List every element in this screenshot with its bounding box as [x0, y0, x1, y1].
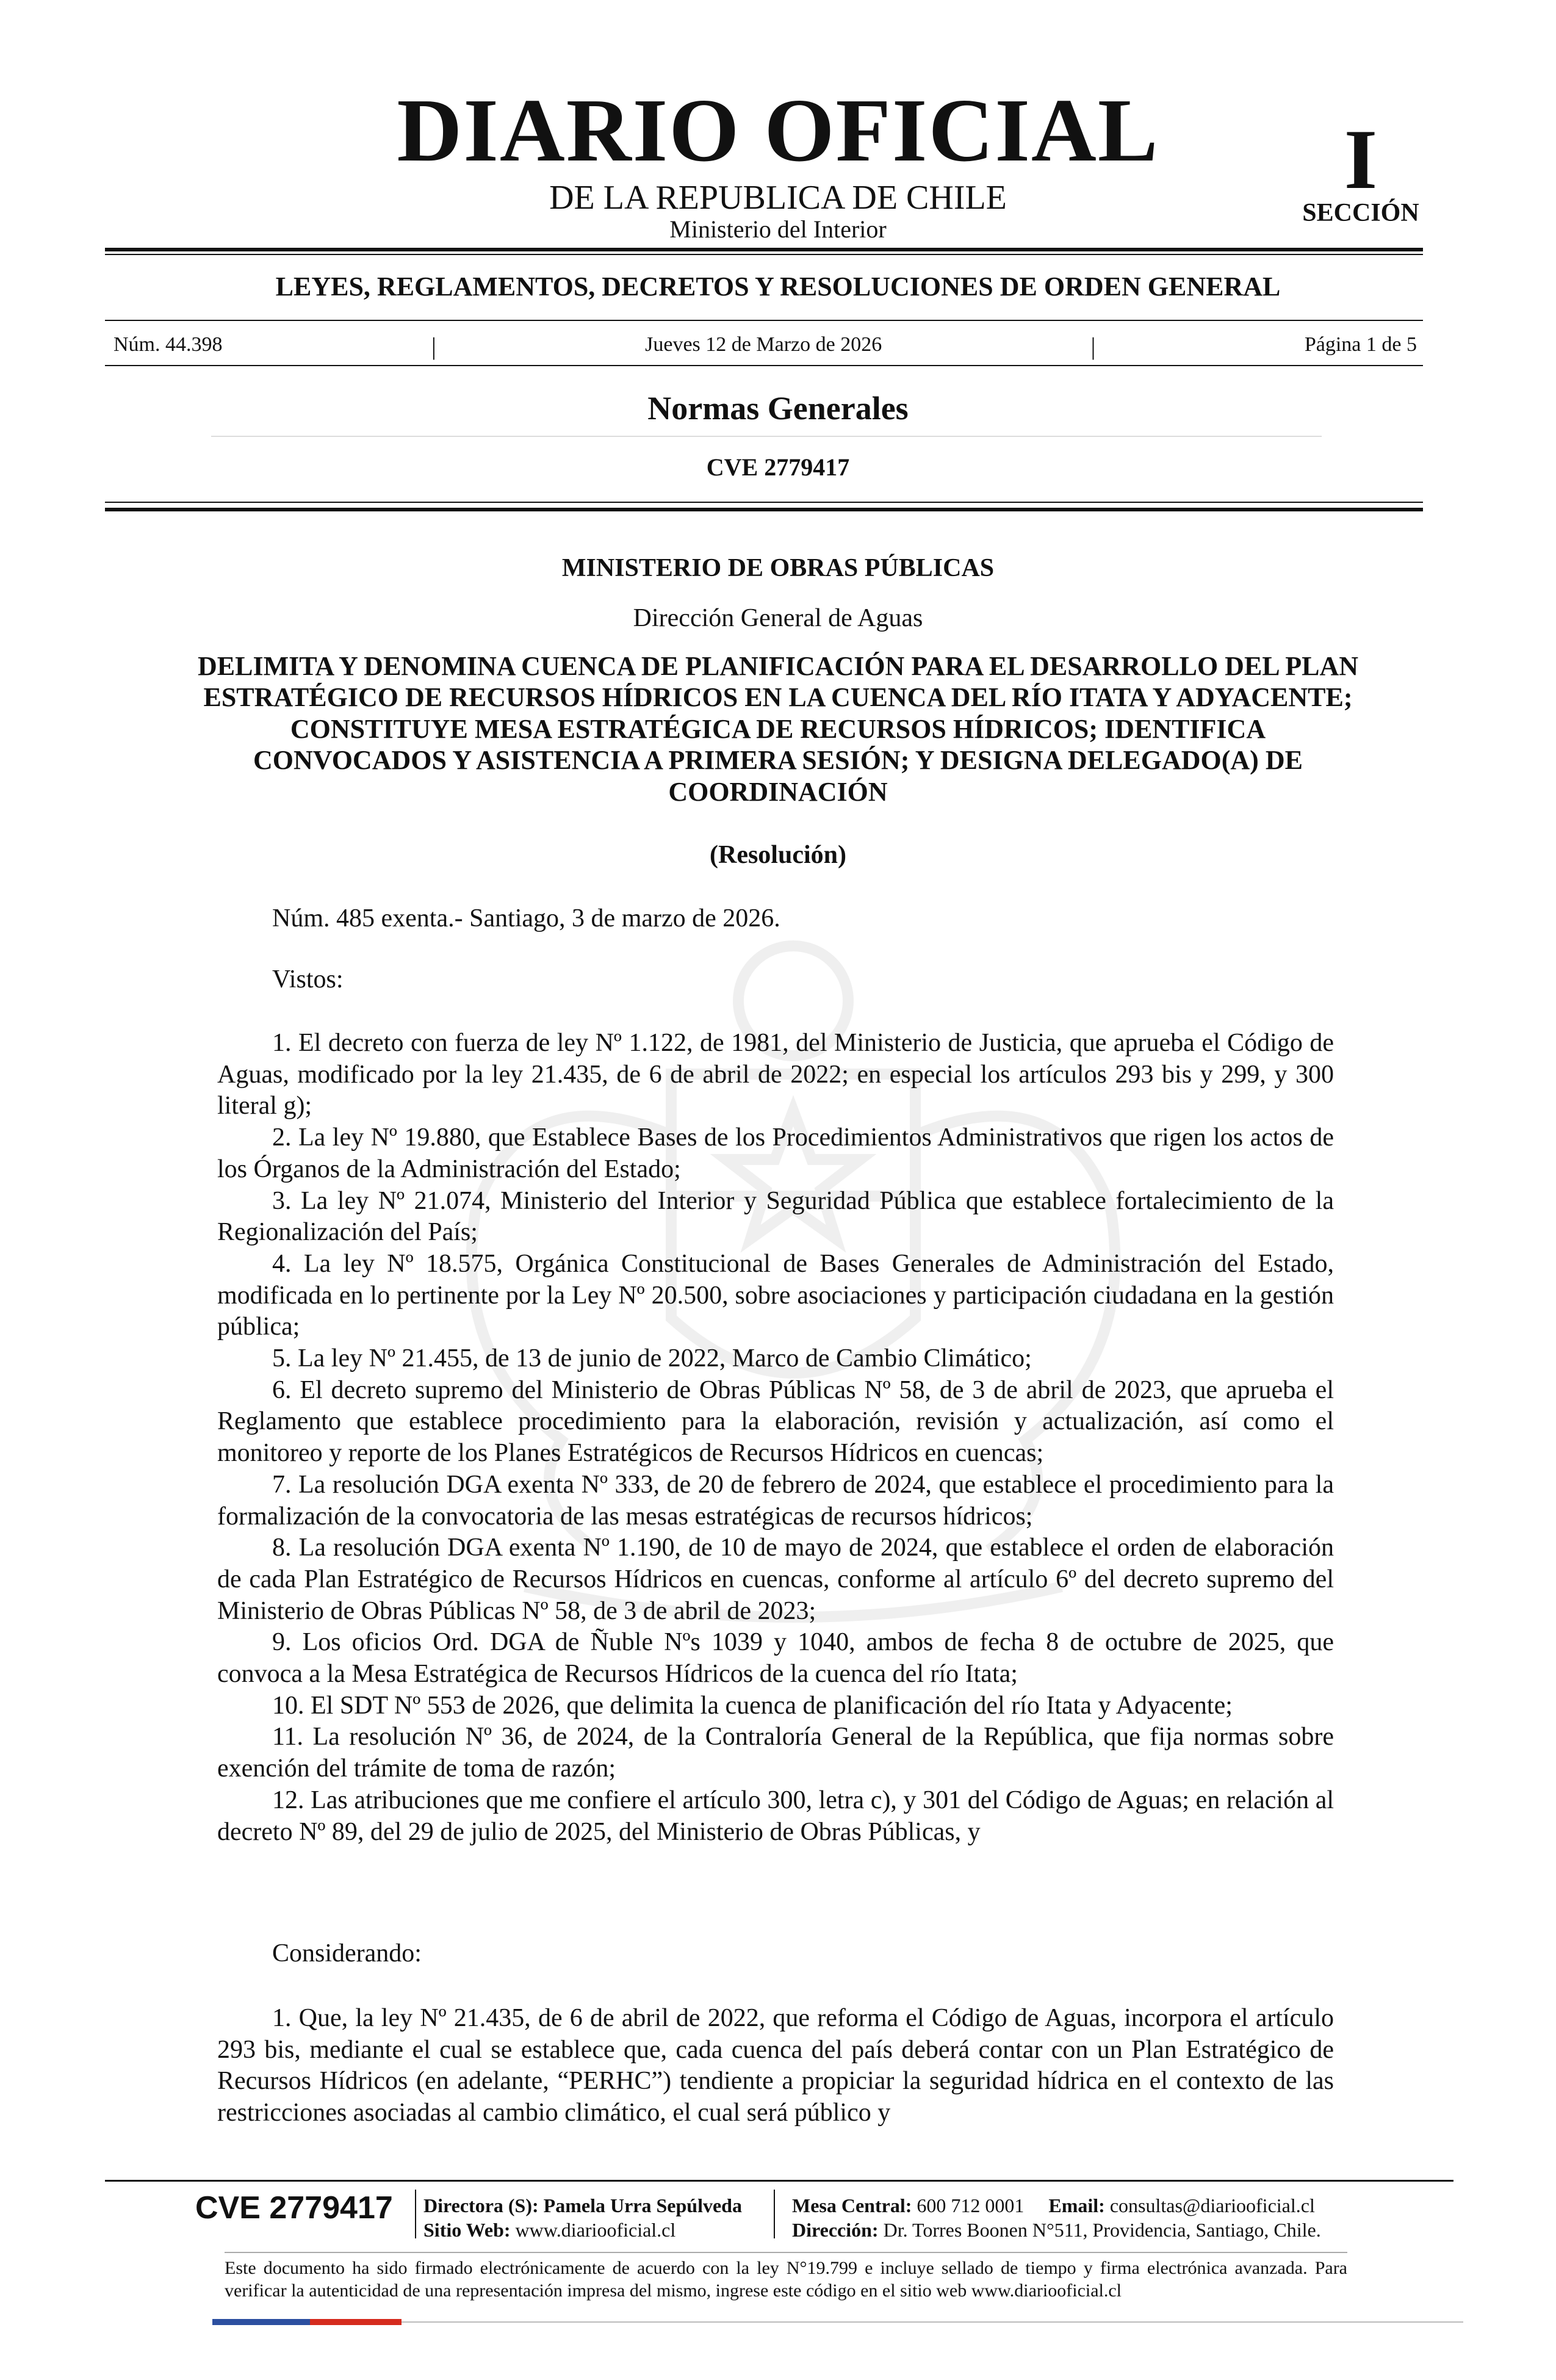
masthead-rule — [105, 248, 1423, 251]
footer-divider — [774, 2190, 775, 2238]
info-separator: | — [431, 333, 436, 360]
vistos-item: 5. La ley Nº 21.455, de 13 de junio de 2022, Marco de Cambio Climático; — [272, 1344, 1032, 1373]
flag-stripe-blue — [212, 2319, 310, 2325]
agency-name: Dirección General de Aguas — [633, 604, 923, 632]
vistos-item: 3. La ley Nº 21.074, Ministerio del Interior y Seguridad Pública que establece fortalecimiento de la Regionalización del País; — [217, 1186, 1334, 1247]
website-link[interactable]: www.diariooficial.cl — [515, 2219, 676, 2241]
director-name: Pamela Urra Sepúlveda — [543, 2194, 742, 2216]
header-rule-thin — [105, 502, 1423, 503]
masthead-ministry: Ministerio del Interior — [669, 215, 887, 243]
page-indicator: Página 1 de 5 — [1304, 333, 1417, 356]
cve-code: CVE 2779417 — [706, 453, 850, 481]
considerando-list — [217, 2003, 1334, 2129]
vistos-item: 2. La ley Nº 19.880, que Establece Bases de los Procedimientos Administrativos que rigen los actos de los Órganos de la Administración del Estado; — [217, 1123, 1334, 1183]
category-heading: LEYES, REGLAMENTOS, DECRETOS Y RESOLUCIONES DE ORDEN GENERAL — [275, 272, 1281, 301]
section-heading: Normas Generales — [647, 390, 909, 427]
phone-label: Mesa Central: — [792, 2194, 912, 2216]
vistos-list — [217, 1028, 1334, 1848]
section-number: I — [1344, 112, 1378, 207]
vistos-item: 7. La resolución DGA exenta Nº 333, de 20 de febrero de 2024, que establece el procedimiento para la formalización de la convocatoria de las mesas estratégicas de recursos hídricos; — [217, 1470, 1334, 1531]
vistos-item: 6. El decreto supremo del Ministerio de Obras Públicas Nº 58, de 3 de abril de 2023, que aprueba el Reglamento que establece procedimiento para la elaboración, revisión y actualización, así como el monitoreo y reporte de los Planes Estratégicos de Recursos Hídricos en cuencas; — [217, 1376, 1334, 1468]
resolution-number: Núm. 485 exenta.- Santiago, 3 de marzo de 2026. — [272, 904, 780, 932]
vistos-item: 11. La resolución Nº 36, de 2024, de la Contraloría General de la República, que fija normas sobre exención del trámite de toma de razón; — [217, 1723, 1334, 1783]
footer-legal-text: Este documento ha sido firmado electrónicamente de acuerdo con la ley N°19.799 e incluye sellado de tiempo y firma electrónica avanzada. Para verificar la autenticidad de una representación impresa del mismo, ingrese este código en el sitio web www.diariooficial.cl — [225, 2258, 1347, 2301]
info-separator: | — [1090, 333, 1096, 360]
footer-contact-right — [792, 2193, 1321, 2242]
masthead-rule-thin — [105, 254, 1423, 255]
email-label: Email: — [1048, 2194, 1105, 2216]
info-bar — [113, 334, 1417, 359]
masthead-subtitle: DE LA REPUBLICA DE CHILE — [549, 179, 1007, 217]
footer-cve-code: CVE 2779417 — [195, 2190, 393, 2226]
vistos-item: 1. El decreto con fuerza de ley Nº 1.122, de 1981, del Ministerio de Justicia, que aprueba el Código de Aguas, modificado por la ley 21.435, de 6 de abril de 2022; en especial los artículos 293 bis y 299, y 300 literal g); — [217, 1029, 1334, 1120]
flag-stripe-line — [402, 2321, 1463, 2323]
issue-number: Núm. 44.398 — [113, 333, 223, 356]
vistos-item: 10. El SDT Nº 553 de 2026, que delimita la cuenca de planificación del río Itata y Adyacente; — [272, 1691, 1233, 1720]
email-link[interactable]: consultas@diariooficial.cl — [1109, 2194, 1315, 2216]
resolution-title: DELIMITA Y DENOMINA CUENCA DE PLANIFICACIÓN PARA EL DESARROLLO DEL PLAN ESTRATÉGICO DE RECURSOS HÍDRICOS EN LA CUENCA DEL RÍO ITATA Y ADYACENTE; CONSTITUYE MESA ESTRATÉGICA DE RECURSOS HÍDRICOS; IDENTIFICA CONVOCADOS Y ASISTENCIA A PRIMERA SESIÓN; Y DESIGNA DELEGADO(A) DE COORDINACIÓN — [197, 651, 1358, 807]
address-label: Dirección: — [792, 2219, 879, 2241]
issue-date: Jueves 12 de Marzo de 2026 — [645, 333, 882, 356]
address-text: Dr. Torres Boonen N°511, Providencia, Santiago, Chile. — [883, 2219, 1321, 2241]
ministry-heading: MINISTERIO DE OBRAS PÚBLICAS — [561, 554, 995, 582]
considerando-item: 1. Que, la ley Nº 21.435, de 6 de abril de 2022, que reforma el Código de Aguas, incorpora el artículo 293 bis, mediante el cual se establece que, cada cuenca del país deberá contar con un Plan Estratégico de Recursos Hídricos (en adelante, “PERHC”) tendiente a propiciar la seguridad hídrica en el contexto de las restricciones asociadas al cambio climático, el cual será público y — [217, 2004, 1334, 2127]
considerando-label: Considerando: — [272, 1939, 422, 1967]
document-type: (Resolución) — [710, 841, 846, 869]
footer-legal-rule — [225, 2252, 1347, 2253]
director-label: Directora (S): — [423, 2194, 539, 2216]
flag-stripe-red — [310, 2319, 402, 2325]
footer-rule — [105, 2180, 1453, 2182]
section-label: SECCIÓN — [1302, 199, 1419, 227]
vistos-item: 12. Las atribuciones que me confiere el artículo 300, letra c), y 301 del Código de Aguas; en relación al decreto Nº 89, del 29 de julio de 2025, del Ministerio de Obras Públicas, y — [217, 1786, 1334, 1846]
info-bar-top-rule — [105, 320, 1423, 321]
vistos-label: Vistos: — [272, 965, 344, 993]
phone-number: 600 712 0001 — [917, 2194, 1025, 2216]
footer-divider — [415, 2190, 416, 2238]
vistos-item: 8. La resolución DGA exenta Nº 1.190, de 10 de mayo de 2024, que establece el orden de elaboración de cada Plan Estratégico de Recursos Hídricos en cuencas, conforme al artículo 6º del decreto supremo del Ministerio de Obras Públicas Nº 58, de 3 de abril de 2023; — [217, 1534, 1334, 1625]
header-rule-thick — [105, 508, 1423, 511]
footer-contact-left — [423, 2193, 742, 2242]
vistos-item: 4. La ley Nº 18.575, Orgánica Constitucional de Bases Generales de Administración del Estado, modificada en lo pertinente por la Ley Nº 20.500, sobre asociaciones y participación ciudadana en la gestión pública; — [217, 1249, 1334, 1341]
section-underline — [211, 436, 1322, 437]
vistos-item: 9. Los oficios Ord. DGA de Ñuble Nºs 1039 y 1040, ambos de fecha 8 de octubre de 2025, que convoca a la Mesa Estratégica de Recursos Hídricos de la cuenca del río Itata; — [217, 1628, 1334, 1689]
masthead-title: DIARIO OFICIAL — [397, 81, 1159, 181]
info-bar-bottom-rule — [105, 365, 1423, 366]
website-label: Sitio Web: — [423, 2219, 511, 2241]
